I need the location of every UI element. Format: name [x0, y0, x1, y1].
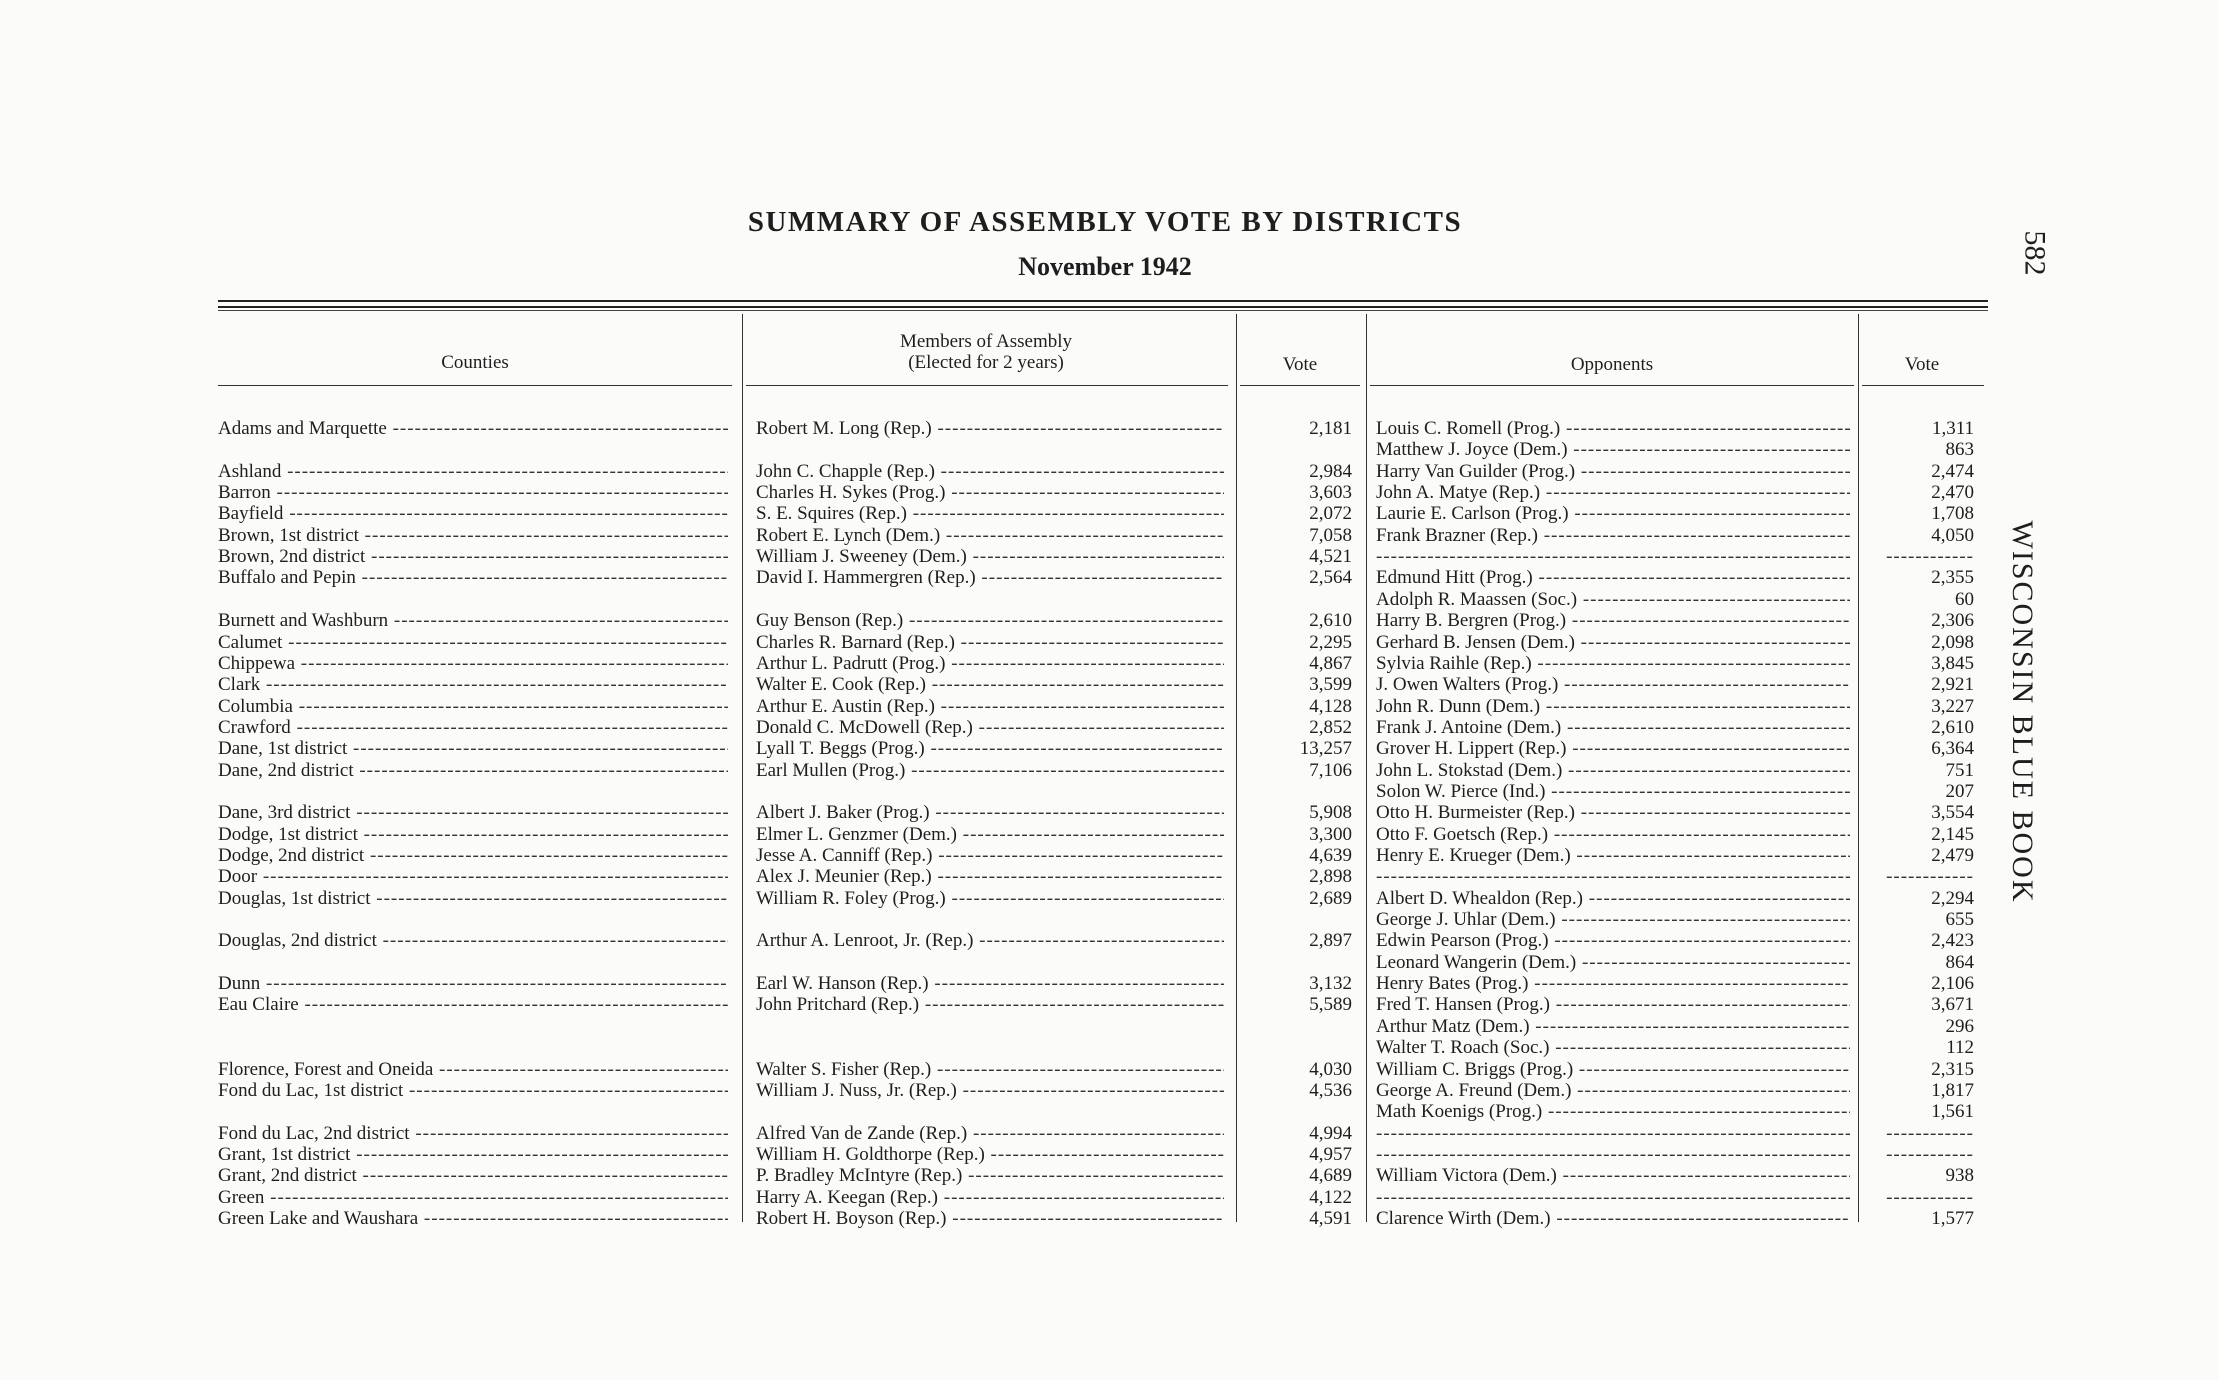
empty-opponent-leader [1376, 866, 1850, 887]
opponent-vote-cell: 938 [1945, 1165, 1974, 1187]
opponent-vote-cell: 2,355 [1931, 567, 1974, 589]
opponent-cell: Arthur Matz (Dem.) ----- [1376, 1016, 1850, 1037]
opponent-cell: Sylvia Raihle (Rep.) ----- [1376, 653, 1850, 674]
table-row [0, 1123, 2218, 1144]
county-cell [218, 909, 728, 930]
county-cell [218, 781, 728, 802]
member-cell: Alfred Van de Zande (Rep.) ----- [756, 1123, 1224, 1144]
header-vote-opponents: Vote [1904, 354, 1940, 375]
table-row [0, 674, 2218, 695]
member-cell: Lyall T. Beggs (Prog.) ----- [756, 738, 1224, 759]
member-cell: Guy Benson (Rep.) ----- [756, 610, 1224, 631]
vote-cell: 2,984 [1309, 460, 1352, 482]
opponent-vote-cell: 1,577 [1931, 1207, 1974, 1229]
table-row [0, 1144, 2218, 1165]
county-cell: Fond du Lac, 1st district ----- [218, 1080, 728, 1101]
vote-cell: 4,639 [1309, 845, 1352, 866]
opponent-vote-cell: 3,845 [1931, 652, 1974, 674]
county-cell: Dunn ----- [218, 973, 728, 994]
table-row [0, 760, 2218, 781]
opponent-vote-cell: 2,098 [1931, 631, 1974, 653]
opponent-vote-cell: 2,921 [1931, 674, 1974, 696]
empty-opponent-leader [1376, 1144, 1850, 1165]
opponent-cell: William C. Briggs (Prog.) ----- [1376, 1059, 1850, 1080]
county-cell [218, 589, 728, 610]
table-row [0, 717, 2218, 738]
member-cell: William J. Sweeney (Dem.) ----- [756, 546, 1224, 567]
opponent-vote-cell: 2,106 [1931, 973, 1974, 995]
opponent-cell: Edmund Hitt (Prog.) ----- [1376, 567, 1850, 588]
opponent-vote-cell: 112 [1946, 1037, 1974, 1059]
top-rule [218, 300, 1988, 302]
opponent-vote-cell: 863 [1945, 439, 1974, 461]
header-members-term: (Elected for 2 years) [908, 352, 1064, 373]
opponent-cell: Albert D. Whealdon (Rep.) ----- [1376, 888, 1850, 909]
vote-cell: 2,564 [1309, 567, 1352, 589]
member-cell: Harry A. Keegan (Rep.) ----- [756, 1187, 1224, 1208]
member-cell [756, 439, 1224, 460]
empty-vote-leader [1860, 546, 1974, 567]
table-row [0, 824, 2218, 845]
opponent-cell: J. Owen Walters (Prog.) ----- [1376, 674, 1850, 695]
member-cell: Albert J. Baker (Prog.) ----- [756, 802, 1224, 823]
table-row [0, 1208, 2218, 1229]
member-cell: Arthur E. Austin (Rep.) ----- [756, 696, 1224, 717]
table-row [0, 1080, 2218, 1101]
opponent-cell: William Victora (Dem.) ----- [1376, 1165, 1850, 1186]
page-subtitle: November 1942 [1018, 252, 1192, 281]
opponent-cell: Laurie E. Carlson (Prog.) ----- [1376, 503, 1850, 524]
table-row [0, 866, 2218, 887]
member-cell [756, 589, 1224, 610]
county-cell: Dodge, 1st district ----- [218, 824, 728, 845]
county-cell: Dane, 3rd district ----- [218, 802, 728, 823]
opponent-vote-cell: 864 [1945, 951, 1974, 973]
vote-cell: 4,591 [1309, 1207, 1352, 1229]
vote-cell: 7,106 [1309, 759, 1352, 781]
running-head: WISCONSIN BLUE BOOK [2006, 520, 2039, 904]
county-cell: Eau Claire ----- [218, 994, 728, 1015]
empty-vote-leader [1860, 1187, 1974, 1208]
member-cell: Walter S. Fisher (Rep.) ----- [756, 1059, 1224, 1080]
opponent-vote-cell: 2,306 [1931, 610, 1974, 632]
county-cell: Grant, 1st district ----- [218, 1144, 728, 1165]
vote-cell: 4,867 [1309, 652, 1352, 674]
vote-cell: 3,603 [1309, 482, 1352, 504]
county-cell: Columbia ----- [218, 696, 728, 717]
vote-cell: 3,132 [1309, 973, 1352, 995]
county-cell: Fond du Lac, 2nd district ----- [218, 1123, 728, 1144]
vote-cell: 4,957 [1309, 1143, 1352, 1165]
member-cell: John C. Chapple (Rep.) ----- [756, 461, 1224, 482]
opponent-cell: Harry Van Guilder (Prog.) ----- [1376, 461, 1850, 482]
vote-cell: 4,030 [1309, 1058, 1352, 1080]
county-cell: Adams and Marquette ----- [218, 418, 728, 439]
member-cell: Walter E. Cook (Rep.) ----- [756, 674, 1224, 695]
vote-cell: 5,908 [1309, 802, 1352, 824]
member-cell: Arthur A. Lenroot, Jr. (Rep.) ----- [756, 930, 1224, 951]
header-members: Members of Assembly [899, 331, 1073, 352]
vote-cell: 4,521 [1309, 546, 1352, 568]
opponent-cell: Math Koenigs (Prog.) ----- [1376, 1101, 1850, 1122]
member-cell: Donald C. McDowell (Rep.) ----- [756, 717, 1224, 738]
vote-cell: 2,295 [1309, 631, 1352, 653]
opponent-vote-cell: 296 [1945, 1015, 1974, 1037]
member-cell [756, 1101, 1224, 1122]
member-cell [756, 1037, 1224, 1058]
opponent-vote-cell: 2,315 [1931, 1058, 1974, 1080]
vote-cell: 7,058 [1309, 524, 1352, 546]
top-rule [218, 310, 1988, 311]
opponent-vote-cell: 1,561 [1931, 1101, 1974, 1123]
county-cell [218, 1016, 728, 1037]
table-row [0, 1101, 2218, 1122]
table-row [0, 482, 2218, 503]
county-cell: Calumet ----- [218, 632, 728, 653]
table-row [0, 418, 2218, 439]
opponent-cell: Gerhard B. Jensen (Dem.) ----- [1376, 632, 1850, 653]
opponent-cell: Frank J. Antoine (Dem.) ----- [1376, 717, 1850, 738]
header-underline [1370, 385, 1854, 386]
opponent-cell: Harry B. Bergren (Prog.) ----- [1376, 610, 1850, 631]
member-cell: Robert E. Lynch (Dem.) ----- [756, 525, 1224, 546]
member-cell: Elmer L. Genzmer (Dem.) ----- [756, 824, 1224, 845]
header-underline [218, 385, 732, 386]
vote-cell: 4,536 [1309, 1079, 1352, 1101]
opponent-vote-cell: 1,311 [1931, 418, 1974, 439]
table-row [0, 696, 2218, 717]
opponent-vote-cell: 3,671 [1931, 994, 1974, 1016]
opponent-cell: John L. Stokstad (Dem.) ----- [1376, 760, 1850, 781]
vote-cell: 2,852 [1309, 716, 1352, 738]
table-row [0, 1059, 2218, 1080]
table-row [0, 930, 2218, 951]
empty-opponent-leader [1376, 1123, 1850, 1144]
county-cell: Florence, Forest and Oneida ----- [218, 1059, 728, 1080]
opponent-vote-cell: 2,470 [1931, 482, 1974, 504]
member-cell: William J. Nuss, Jr. (Rep.) ----- [756, 1080, 1224, 1101]
county-cell: Barron ----- [218, 482, 728, 503]
member-cell: David I. Hammergren (Rep.) ----- [756, 567, 1224, 588]
opponent-cell: Otto H. Burmeister (Rep.) ----- [1376, 802, 1850, 823]
empty-vote-leader [1860, 1123, 1974, 1144]
member-cell: Charles H. Sykes (Prog.) ----- [756, 482, 1224, 503]
member-cell: Robert M. Long (Rep.) ----- [756, 418, 1224, 439]
opponent-vote-cell: 1,817 [1931, 1079, 1974, 1101]
opponent-cell: Matthew J. Joyce (Dem.) ----- [1376, 439, 1850, 460]
vote-cell: 4,689 [1309, 1165, 1352, 1187]
opponent-vote-cell: 1,708 [1931, 503, 1974, 525]
member-cell: Charles R. Barnard (Rep.) ----- [756, 632, 1224, 653]
table-row [0, 653, 2218, 674]
header-underline [1240, 385, 1360, 386]
opponent-cell: John R. Dunn (Dem.) ----- [1376, 696, 1850, 717]
county-cell [218, 1037, 728, 1058]
table-row [0, 589, 2218, 610]
table-row [0, 909, 2218, 930]
table-row [0, 1187, 2218, 1208]
county-cell: Douglas, 2nd district ----- [218, 930, 728, 951]
member-cell: Earl W. Hanson (Rep.) ----- [756, 973, 1224, 994]
member-cell: Robert H. Boyson (Rep.) ----- [756, 1208, 1224, 1229]
county-cell: Dodge, 2nd district ----- [218, 845, 728, 866]
opponent-cell: Adolph R. Maassen (Soc.) ----- [1376, 589, 1850, 610]
opponent-vote-cell: 2,474 [1931, 460, 1974, 482]
opponent-vote-cell: 6,364 [1931, 738, 1974, 760]
opponent-vote-cell: 3,554 [1931, 802, 1974, 824]
opponent-cell: Grover H. Lippert (Rep.) ----- [1376, 738, 1850, 759]
county-cell: Dane, 2nd district ----- [218, 760, 728, 781]
empty-opponent-leader [1376, 546, 1850, 567]
member-cell: William H. Goldthorpe (Rep.) ----- [756, 1144, 1224, 1165]
county-cell: Clark ----- [218, 674, 728, 695]
page-title: SUMMARY OF ASSEMBLY VOTE BY DISTRICTS [747, 206, 1463, 238]
page-number: 582 [2018, 230, 2052, 276]
county-cell: Grant, 2nd district ----- [218, 1165, 728, 1186]
opponent-cell: Leonard Wangerin (Dem.) ----- [1376, 952, 1850, 973]
table-row [0, 802, 2218, 823]
header-underline [746, 385, 1228, 386]
county-cell [218, 1101, 728, 1122]
opponent-cell: John A. Matye (Rep.) ----- [1376, 482, 1850, 503]
opponent-cell: Otto F. Goetsch (Rep.) ----- [1376, 824, 1850, 845]
vote-cell: 2,181 [1309, 418, 1352, 439]
vote-cell: 4,122 [1309, 1186, 1352, 1208]
county-cell [218, 952, 728, 973]
member-cell [756, 952, 1224, 973]
table-row [0, 973, 2218, 994]
header-counties: Counties [441, 352, 509, 373]
county-cell: Ashland ----- [218, 461, 728, 482]
county-cell [218, 439, 728, 460]
opponent-vote-cell: 751 [1945, 759, 1974, 781]
table-row [0, 952, 2218, 973]
empty-vote-leader [1860, 866, 1974, 887]
member-cell: S. E. Squires (Rep.) ----- [756, 503, 1224, 524]
table-row [0, 738, 2218, 759]
top-rule [218, 306, 1988, 308]
opponent-vote-cell: 2,479 [1931, 845, 1974, 866]
opponent-cell: Frank Brazner (Rep.) ----- [1376, 525, 1850, 546]
table-row [0, 503, 2218, 524]
county-cell: Green ----- [218, 1187, 728, 1208]
county-cell: Green Lake and Waushara ----- [218, 1208, 728, 1229]
county-cell: Brown, 1st district ----- [218, 525, 728, 546]
member-cell: P. Bradley McIntyre (Rep.) ----- [756, 1165, 1224, 1186]
table-row [0, 994, 2218, 1015]
opponent-cell: Solon W. Pierce (Ind.) ----- [1376, 781, 1850, 802]
opponent-cell: George J. Uhlar (Dem.) ----- [1376, 909, 1850, 930]
member-cell: Arthur L. Padrutt (Prog.) ----- [756, 653, 1224, 674]
table-row [0, 610, 2218, 631]
vote-cell [1240, 1101, 1352, 1122]
member-cell: Jesse A. Canniff (Rep.) ----- [756, 845, 1224, 866]
table-row [0, 567, 2218, 588]
member-cell: Alex J. Meunier (Rep.) ----- [756, 866, 1224, 887]
opponent-vote-cell: 207 [1945, 780, 1974, 802]
header-vote: Vote [1282, 354, 1318, 375]
table-row [0, 1037, 2218, 1058]
vote-cell: 3,300 [1309, 823, 1352, 845]
county-cell: Dane, 1st district ----- [218, 738, 728, 759]
opponent-vote-cell: 3,227 [1931, 695, 1974, 717]
opponent-vote-cell: 4,050 [1931, 524, 1974, 546]
member-cell [756, 781, 1224, 802]
vote-cell [1240, 909, 1352, 930]
table-row [0, 1016, 2218, 1037]
header-underline [1862, 385, 1984, 386]
empty-opponent-leader [1376, 1187, 1850, 1208]
member-cell [756, 1016, 1224, 1037]
table-row [0, 888, 2218, 909]
table-row [0, 781, 2218, 802]
opponent-vote-cell: 2,145 [1931, 823, 1974, 845]
vote-cell: 2,898 [1309, 866, 1352, 888]
vote-cell: 3,599 [1309, 674, 1352, 696]
header-opponents: Opponents [1570, 354, 1654, 375]
vote-cell: 2,610 [1309, 610, 1352, 632]
opponent-cell: Henry E. Krueger (Dem.) ----- [1376, 845, 1850, 866]
opponent-vote-cell: 655 [1945, 909, 1974, 931]
table-row [0, 461, 2218, 482]
table-row [0, 439, 2218, 460]
table-row [0, 1165, 2218, 1186]
county-cell: Brown, 2nd district ----- [218, 546, 728, 567]
opponent-cell: Henry Bates (Prog.) ----- [1376, 973, 1850, 994]
opponent-cell: Fred T. Hansen (Prog.) ----- [1376, 994, 1850, 1015]
county-cell: Crawford ----- [218, 717, 728, 738]
county-cell: Door ----- [218, 866, 728, 887]
opponent-vote-cell: 2,610 [1931, 716, 1974, 738]
opponent-cell: Edwin Pearson (Prog.) ----- [1376, 930, 1850, 951]
vote-cell: 4,128 [1309, 695, 1352, 717]
member-cell: Earl Mullen (Prog.) ----- [756, 760, 1224, 781]
table-row [0, 525, 2218, 546]
opponent-cell: Clarence Wirth (Dem.) ----- [1376, 1208, 1850, 1229]
vote-cell [1240, 589, 1352, 610]
table-row [0, 546, 2218, 567]
vote-cell: 2,689 [1309, 887, 1352, 909]
member-cell: John Pritchard (Rep.) ----- [756, 994, 1224, 1015]
vote-cell: 5,589 [1309, 994, 1352, 1016]
opponent-cell: George A. Freund (Dem.) ----- [1376, 1080, 1850, 1101]
opponent-vote-cell: 60 [1955, 588, 1974, 610]
table-row [0, 632, 2218, 653]
county-cell: Douglas, 1st district ----- [218, 888, 728, 909]
county-cell: Bayfield ----- [218, 503, 728, 524]
empty-vote-leader [1860, 1144, 1974, 1165]
table-row [0, 845, 2218, 866]
opponent-vote-cell: 2,294 [1931, 887, 1974, 909]
member-cell [756, 909, 1224, 930]
vote-cell [1240, 439, 1352, 460]
opponent-cell: Walter T. Roach (Soc.) ----- [1376, 1037, 1850, 1058]
vote-cell [1240, 952, 1352, 973]
county-cell: Buffalo and Pepin ----- [218, 567, 728, 588]
opponent-cell: Louis C. Romell (Prog.) ----- [1376, 418, 1850, 439]
member-cell: William R. Foley (Prog.) ----- [756, 888, 1224, 909]
vote-cell: 13,257 [1299, 738, 1352, 760]
vote-cell: 2,897 [1309, 930, 1352, 952]
vote-cell [1240, 1037, 1352, 1058]
vote-cell [1240, 1016, 1352, 1037]
county-cell: Chippewa ----- [218, 653, 728, 674]
vote-cell [1240, 781, 1352, 802]
vote-cell: 4,994 [1309, 1122, 1352, 1144]
opponent-vote-cell: 2,423 [1931, 930, 1974, 952]
county-cell: Burnett and Washburn ----- [218, 610, 728, 631]
vote-cell: 2,072 [1309, 503, 1352, 525]
